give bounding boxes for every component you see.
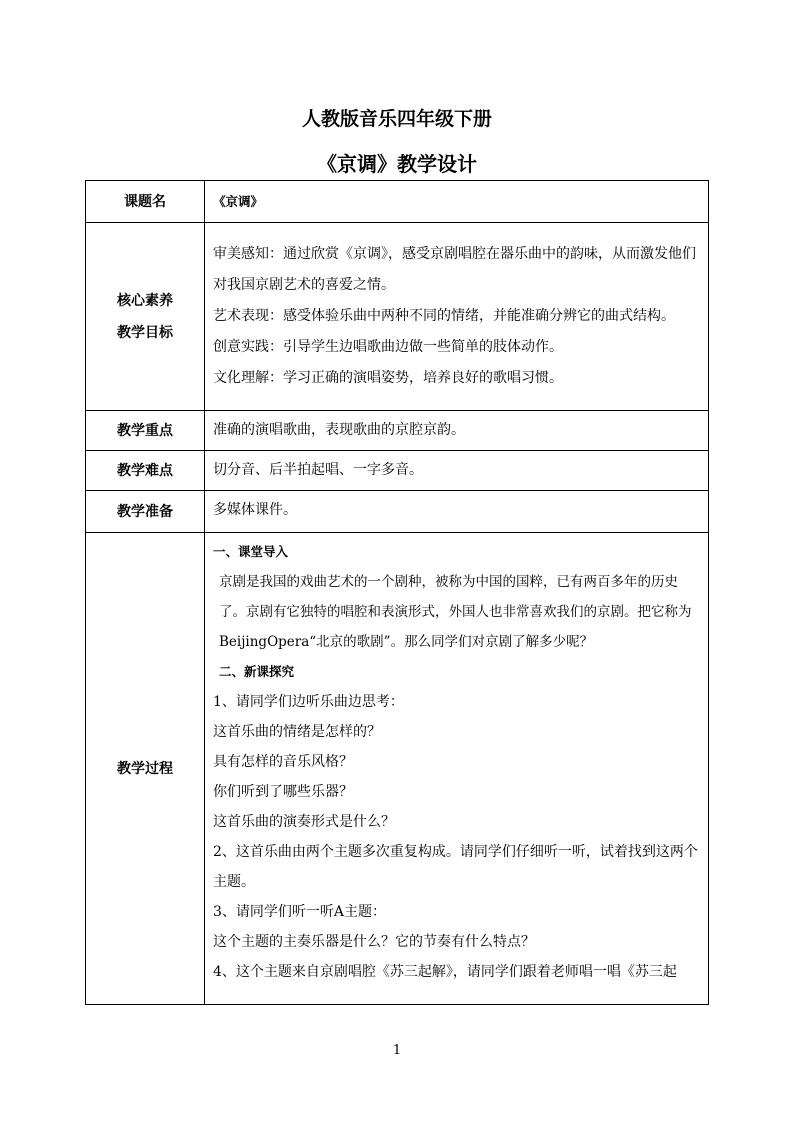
label-key-points: 教学重点 [86, 411, 205, 451]
goal-aesthetic: 审美感知：通过欣赏《京调》，感受京剧唱腔在器乐曲中的韵味，从而激发他们对我国京剧艺术的喜爱之情。 [213, 246, 696, 293]
value-preparation: 多媒体课件。 [205, 491, 709, 533]
process-line: 这个主题的主奏乐器是什么？它的节奏有什么特点？ [213, 934, 535, 950]
table-row-goals [86, 223, 709, 411]
label-preparation: 教学准备 [86, 491, 205, 533]
process-line: 4、这个主题来自京剧唱腔《苏三起解》，请同学们跟着老师唱一唱《苏三起 [213, 964, 677, 980]
process-line: 3、请同学们听一听A主题： [213, 904, 387, 920]
section-explore-title: 二、新课探究 [219, 664, 295, 679]
goal-artistic: 艺术表现：感受体验乐曲中两种不同的情绪，并能准确分辨它的曲式结构。 [213, 308, 675, 324]
goal-creative: 创意实践：引导学生边唱歌曲边做一些简单的肢体动作。 [213, 339, 563, 355]
label-difficulties: 教学难点 [86, 451, 205, 491]
value-difficulties: 切分音、后半拍起唱、一字多音。 [205, 451, 709, 491]
table-row-key-points [86, 411, 709, 451]
label-process: 教学过程 [86, 533, 205, 1005]
label-goals-line1: 核心素养 [117, 292, 173, 309]
label-goals [86, 223, 205, 411]
table-row-preparation [86, 491, 709, 533]
value-process [205, 533, 709, 1005]
process-line: 1、请同学们边听乐曲边思考： [213, 694, 404, 710]
lesson-title: 《京调》教学设计 [317, 152, 477, 176]
value-key-points: 准确的演唱歌曲，表现歌曲的京腔京韵。 [205, 411, 709, 451]
value-goals [205, 223, 709, 411]
section-intro-title: 一、课堂导入 [213, 544, 289, 559]
page-number: 1 [392, 1043, 402, 1058]
process-line: 这首乐曲的情绪是怎样的？ [213, 724, 381, 740]
goal-cultural: 文化理解：学习正确的演唱姿势，培养良好的歌唱习惯。 [213, 370, 563, 386]
process-line: 2、这首乐曲由两个主题多次重复构成。请同学们仔细听一听，试着找到这两个主题。 [213, 844, 698, 890]
process-line: 这首乐曲的演奏形式是什么？ [213, 814, 395, 830]
process-line: 你们听到了哪些乐器？ [213, 784, 353, 800]
value-topic: 《京调》 [205, 181, 709, 223]
table-row-process [86, 533, 709, 1005]
section-intro-text: 京剧是我国的戏曲艺术的一个剧种，被称为中国的国粹，已有两百多年的历史了。京剧有它独特的唱腔和表演形式，外国人也非常喜欢我们的京剧。把它称为BeijingOpera“北京的歌剧”。那么同学们对京剧了解多少呢？ [219, 574, 692, 650]
label-topic: 课题名 [86, 181, 205, 223]
process-line: 具有怎样的音乐风格？ [213, 754, 353, 770]
table-row-difficulties [86, 451, 709, 491]
lesson-plan-table [85, 180, 709, 1005]
table-row-topic [86, 181, 709, 223]
document-title: 人教版音乐四年级下册 [301, 108, 492, 130]
label-goals-line2: 教学目标 [117, 324, 173, 341]
